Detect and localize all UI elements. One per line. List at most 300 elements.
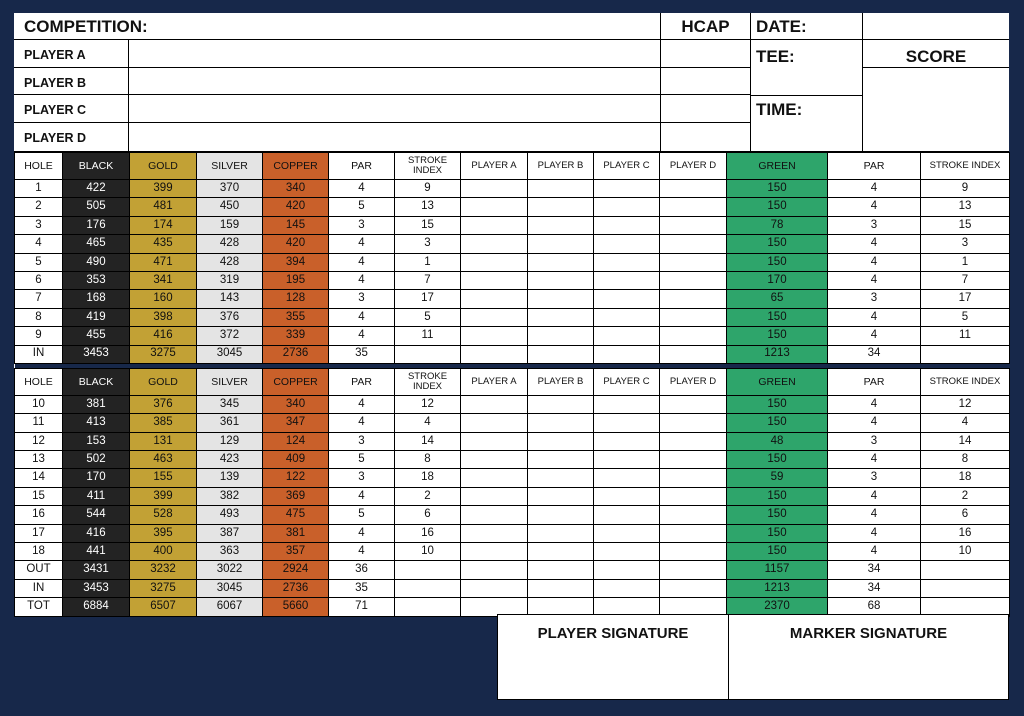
silver-cell: 450	[197, 198, 263, 216]
player-a-cell[interactable]	[461, 414, 528, 432]
green-stroke-index-cell: 18	[921, 469, 1010, 487]
green-stroke-index-cell	[921, 561, 1010, 579]
par-cell: 3	[329, 290, 395, 308]
player-b-cell[interactable]	[528, 487, 594, 505]
green-par-cell: 4	[828, 180, 921, 198]
player-b-cell[interactable]	[528, 524, 594, 542]
green-cell: 59	[727, 469, 828, 487]
stroke-index-cell: 1	[395, 253, 461, 271]
copper-cell: 128	[263, 290, 329, 308]
gold-cell: 385	[130, 414, 197, 432]
gold-cell: 435	[130, 235, 197, 253]
table-row	[15, 395, 1010, 413]
gold-cell: 398	[130, 308, 197, 326]
par-cell: 4	[329, 180, 395, 198]
stroke-index-cell: 2	[395, 487, 461, 505]
totals-row	[15, 579, 1010, 597]
hole-cell: TOT	[15, 598, 63, 616]
gold-cell: 399	[130, 487, 197, 505]
green-stroke-index-cell: 1	[921, 253, 1010, 271]
header-green-par: PAR	[828, 368, 921, 395]
table-row	[15, 216, 1010, 234]
black-cell: 3453	[63, 579, 130, 597]
copper-cell: 340	[263, 180, 329, 198]
player-c-cell[interactable]	[594, 345, 660, 363]
stroke-index-cell: 6	[395, 506, 461, 524]
marker-signature-box[interactable]	[728, 614, 1009, 700]
competition-label: COMPETITION:	[24, 17, 148, 36]
player-b-cell[interactable]	[528, 543, 594, 561]
player-d-cell[interactable]	[660, 180, 727, 198]
player-d-cell[interactable]	[660, 561, 727, 579]
marker-signature-label: MARKER SIGNATURE	[789, 625, 948, 642]
header-player-a: PLAYER A	[461, 153, 528, 180]
black-cell: 419	[63, 308, 130, 326]
black-cell: 381	[63, 395, 130, 413]
tee-label: TEE:	[756, 47, 795, 66]
copper-cell: 475	[263, 506, 329, 524]
table-row	[15, 327, 1010, 345]
green-cell: 150	[727, 395, 828, 413]
stroke-index-cell: 16	[395, 524, 461, 542]
column-header-row	[15, 368, 1010, 395]
par-cell: 4	[329, 235, 395, 253]
black-cell: 3431	[63, 561, 130, 579]
player-a-cell[interactable]	[461, 543, 528, 561]
score-label: SCORE	[905, 47, 967, 66]
black-cell: 490	[63, 253, 130, 271]
stroke-index-cell: 8	[395, 451, 461, 469]
player-b-cell[interactable]	[528, 327, 594, 345]
green-cell: 1213	[727, 345, 828, 363]
hole-cell: 10	[15, 395, 63, 413]
hole-cell: 1	[15, 180, 63, 198]
player-d-cell[interactable]	[660, 487, 727, 505]
par-cell: 5	[329, 198, 395, 216]
header-copper: COPPER	[263, 368, 329, 395]
green-cell: 1157	[727, 561, 828, 579]
green-cell: 150	[727, 524, 828, 542]
header-stroke-index: STROKE INDEX	[395, 368, 461, 395]
header-silver: SILVER	[197, 153, 263, 180]
player-a-cell[interactable]	[461, 327, 528, 345]
par-cell: 4	[329, 253, 395, 271]
stroke-index-cell	[395, 561, 461, 579]
green-cell: 150	[727, 180, 828, 198]
green-par-cell: 4	[828, 414, 921, 432]
green-par-cell: 68	[828, 598, 921, 616]
stroke-index-cell: 12	[395, 395, 461, 413]
gold-cell: 3232	[130, 561, 197, 579]
green-par-cell: 4	[828, 308, 921, 326]
stroke-index-cell	[395, 598, 461, 616]
player-a-cell[interactable]	[461, 395, 528, 413]
player-a-cell[interactable]	[461, 235, 528, 253]
silver-cell: 6067	[197, 598, 263, 616]
table-row	[15, 524, 1010, 542]
player-b-cell[interactable]	[528, 561, 594, 579]
stroke-index-cell: 14	[395, 432, 461, 450]
gold-cell: 395	[130, 524, 197, 542]
green-stroke-index-cell: 11	[921, 327, 1010, 345]
stroke-index-cell: 5	[395, 308, 461, 326]
player-a-cell[interactable]	[461, 345, 528, 363]
black-cell: 3453	[63, 345, 130, 363]
player-d-cell[interactable]	[660, 327, 727, 345]
player-a-cell[interactable]	[461, 216, 528, 234]
copper-cell: 340	[263, 395, 329, 413]
player-a-label: PLAYER A	[24, 48, 86, 62]
green-par-cell: 4	[828, 543, 921, 561]
silver-cell: 319	[197, 271, 263, 289]
hole-cell: 14	[15, 469, 63, 487]
table-row	[15, 253, 1010, 271]
player-b-cell[interactable]	[528, 414, 594, 432]
player-d-cell[interactable]	[660, 271, 727, 289]
player-a-cell[interactable]	[461, 271, 528, 289]
stroke-index-cell: 7	[395, 271, 461, 289]
player-b-cell[interactable]	[528, 345, 594, 363]
date-label: DATE:	[756, 17, 807, 36]
green-stroke-index-cell: 15	[921, 216, 1010, 234]
stroke-index-cell	[395, 579, 461, 597]
player-a-cell[interactable]	[461, 561, 528, 579]
player-c-cell[interactable]	[594, 235, 660, 253]
green-cell: 1213	[727, 579, 828, 597]
green-stroke-index-cell: 12	[921, 395, 1010, 413]
copper-cell: 2924	[263, 561, 329, 579]
green-cell: 150	[727, 451, 828, 469]
header-player-c: PLAYER C	[594, 153, 660, 180]
header-silver: SILVER	[197, 368, 263, 395]
table-row	[15, 414, 1010, 432]
player-c-cell[interactable]	[594, 524, 660, 542]
copper-cell: 357	[263, 543, 329, 561]
green-cell: 150	[727, 235, 828, 253]
green-par-cell: 3	[828, 290, 921, 308]
player-a-cell[interactable]	[461, 432, 528, 450]
player-c-cell[interactable]	[594, 543, 660, 561]
header-hole: HOLE	[15, 368, 63, 395]
hole-cell: 6	[15, 271, 63, 289]
player-d-cell[interactable]	[660, 290, 727, 308]
copper-cell: 369	[263, 487, 329, 505]
player-d-cell[interactable]	[660, 235, 727, 253]
par-cell: 4	[329, 487, 395, 505]
player-a-cell[interactable]	[461, 469, 528, 487]
stroke-index-cell: 3	[395, 235, 461, 253]
player-signature-label: PLAYER SIGNATURE	[537, 625, 689, 642]
hole-cell: 2	[15, 198, 63, 216]
silver-cell: 370	[197, 180, 263, 198]
stroke-index-cell: 15	[395, 216, 461, 234]
hole-cell: 16	[15, 506, 63, 524]
player-d-cell[interactable]	[660, 506, 727, 524]
time-label: TIME:	[756, 100, 803, 119]
player-b-cell[interactable]	[528, 469, 594, 487]
black-cell: 176	[63, 216, 130, 234]
stroke-index-cell: 18	[395, 469, 461, 487]
player-d-cell[interactable]	[660, 543, 727, 561]
green-stroke-index-cell: 17	[921, 290, 1010, 308]
header-player-b: PLAYER B	[528, 153, 594, 180]
player-c-cell[interactable]	[594, 216, 660, 234]
green-cell: 150	[727, 198, 828, 216]
green-stroke-index-cell	[921, 345, 1010, 363]
totals-row	[15, 345, 1010, 363]
player-b-cell[interactable]	[528, 271, 594, 289]
table-row	[15, 235, 1010, 253]
player-d-cell[interactable]	[660, 395, 727, 413]
copper-cell: 122	[263, 469, 329, 487]
player-d-cell[interactable]	[660, 524, 727, 542]
player-c-cell[interactable]	[594, 579, 660, 597]
silver-cell: 387	[197, 524, 263, 542]
player-c-cell[interactable]	[594, 451, 660, 469]
player-a-cell[interactable]	[461, 253, 528, 271]
black-cell: 455	[63, 327, 130, 345]
stroke-index-cell	[395, 345, 461, 363]
green-cell: 150	[727, 414, 828, 432]
green-par-cell: 34	[828, 561, 921, 579]
par-cell: 3	[329, 469, 395, 487]
stroke-index-cell: 17	[395, 290, 461, 308]
black-cell: 153	[63, 432, 130, 450]
green-par-cell: 4	[828, 487, 921, 505]
header-green: GREEN	[727, 368, 828, 395]
player-b-cell[interactable]	[528, 216, 594, 234]
scorecard	[14, 13, 1009, 617]
player-d-cell[interactable]	[660, 345, 727, 363]
player-b-cell[interactable]	[528, 451, 594, 469]
player-b-cell[interactable]	[528, 308, 594, 326]
hole-cell: 4	[15, 235, 63, 253]
table-row	[15, 543, 1010, 561]
player-b-cell[interactable]	[528, 506, 594, 524]
player-c-cell[interactable]	[594, 308, 660, 326]
player-b-cell[interactable]	[528, 253, 594, 271]
player-b-cell[interactable]	[528, 198, 594, 216]
green-par-cell: 4	[828, 271, 921, 289]
hole-cell: IN	[15, 579, 63, 597]
player-b-cell[interactable]	[528, 432, 594, 450]
gold-cell: 416	[130, 327, 197, 345]
green-par-cell: 34	[828, 579, 921, 597]
header-hole: HOLE	[15, 153, 63, 180]
green-par-cell: 3	[828, 432, 921, 450]
player-c-cell[interactable]	[594, 290, 660, 308]
gold-cell: 160	[130, 290, 197, 308]
copper-cell: 420	[263, 235, 329, 253]
player-c-label: PLAYER C	[24, 103, 87, 117]
player-a-cell[interactable]	[461, 524, 528, 542]
table-row	[15, 308, 1010, 326]
player-a-cell[interactable]	[461, 579, 528, 597]
green-stroke-index-cell: 4	[921, 414, 1010, 432]
hole-cell: 13	[15, 451, 63, 469]
header-stroke-index: STROKE INDEX	[395, 153, 461, 180]
player-d-cell[interactable]	[660, 216, 727, 234]
copper-cell: 2736	[263, 579, 329, 597]
player-c-cell[interactable]	[594, 180, 660, 198]
silver-cell: 428	[197, 253, 263, 271]
green-stroke-index-cell: 3	[921, 235, 1010, 253]
hole-cell: 15	[15, 487, 63, 505]
par-cell: 5	[329, 451, 395, 469]
gold-cell: 155	[130, 469, 197, 487]
par-cell: 35	[329, 345, 395, 363]
black-cell: 505	[63, 198, 130, 216]
par-cell: 4	[329, 543, 395, 561]
par-cell: 3	[329, 216, 395, 234]
player-d-cell[interactable]	[660, 253, 727, 271]
gold-cell: 6507	[130, 598, 197, 616]
player-c-cell[interactable]	[594, 198, 660, 216]
hcap-label: HCAP	[681, 17, 730, 36]
player-b-cell[interactable]	[528, 235, 594, 253]
player-c-cell[interactable]	[594, 506, 660, 524]
green-stroke-index-cell	[921, 579, 1010, 597]
green-par-cell: 3	[828, 469, 921, 487]
table-row	[15, 271, 1010, 289]
scorecard-table	[14, 152, 1010, 617]
player-a-cell[interactable]	[461, 198, 528, 216]
black-cell: 413	[63, 414, 130, 432]
player-b-cell[interactable]	[528, 180, 594, 198]
green-cell: 65	[727, 290, 828, 308]
copper-cell: 420	[263, 198, 329, 216]
black-cell: 544	[63, 506, 130, 524]
copper-cell: 124	[263, 432, 329, 450]
green-par-cell: 4	[828, 395, 921, 413]
player-c-cell[interactable]	[594, 414, 660, 432]
gold-cell: 341	[130, 271, 197, 289]
silver-cell: 139	[197, 469, 263, 487]
copper-cell: 347	[263, 414, 329, 432]
green-cell: 78	[727, 216, 828, 234]
green-par-cell: 3	[828, 216, 921, 234]
green-par-cell: 4	[828, 506, 921, 524]
player-d-cell[interactable]	[660, 451, 727, 469]
player-d-cell[interactable]	[660, 432, 727, 450]
green-cell: 170	[727, 271, 828, 289]
green-cell: 150	[727, 253, 828, 271]
green-cell: 150	[727, 327, 828, 345]
player-a-cell[interactable]	[461, 180, 528, 198]
player-c-cell[interactable]	[594, 561, 660, 579]
green-cell: 48	[727, 432, 828, 450]
par-cell: 5	[329, 506, 395, 524]
green-stroke-index-cell: 8	[921, 451, 1010, 469]
par-cell: 4	[329, 395, 395, 413]
gold-cell: 463	[130, 451, 197, 469]
player-c-cell[interactable]	[594, 271, 660, 289]
black-cell: 168	[63, 290, 130, 308]
green-cell: 150	[727, 487, 828, 505]
player-a-cell[interactable]	[461, 308, 528, 326]
player-a-cell[interactable]	[461, 451, 528, 469]
green-stroke-index-cell: 9	[921, 180, 1010, 198]
player-b-cell[interactable]	[528, 579, 594, 597]
table-row	[15, 451, 1010, 469]
silver-cell: 361	[197, 414, 263, 432]
stroke-index-cell: 10	[395, 543, 461, 561]
green-par-cell: 4	[828, 524, 921, 542]
player-c-cell[interactable]	[594, 253, 660, 271]
copper-cell: 355	[263, 308, 329, 326]
header-player-d: PLAYER D	[660, 153, 727, 180]
player-c-cell[interactable]	[594, 432, 660, 450]
player-c-cell[interactable]	[594, 487, 660, 505]
player-d-cell[interactable]	[660, 308, 727, 326]
green-par-cell: 4	[828, 327, 921, 345]
green-stroke-index-cell: 2	[921, 487, 1010, 505]
player-d-cell[interactable]	[660, 198, 727, 216]
header-par: PAR	[329, 153, 395, 180]
silver-cell: 159	[197, 216, 263, 234]
black-cell: 502	[63, 451, 130, 469]
table-row	[15, 198, 1010, 216]
green-par-cell: 4	[828, 198, 921, 216]
player-a-cell[interactable]	[461, 506, 528, 524]
player-d-cell[interactable]	[660, 469, 727, 487]
player-d-cell[interactable]	[660, 414, 727, 432]
player-d-cell[interactable]	[660, 579, 727, 597]
par-cell: 4	[329, 327, 395, 345]
green-cell: 2370	[727, 598, 828, 616]
player-b-cell[interactable]	[528, 395, 594, 413]
gold-cell: 399	[130, 180, 197, 198]
green-par-cell: 4	[828, 451, 921, 469]
gold-cell: 376	[130, 395, 197, 413]
player-c-cell[interactable]	[594, 327, 660, 345]
green-stroke-index-cell: 7	[921, 271, 1010, 289]
green-stroke-index-cell: 13	[921, 198, 1010, 216]
table-row	[15, 180, 1010, 198]
header-player-c: PLAYER C	[594, 368, 660, 395]
player-signature-box[interactable]	[497, 614, 729, 700]
player-b-cell[interactable]	[528, 290, 594, 308]
silver-cell: 372	[197, 327, 263, 345]
header-par: PAR	[329, 368, 395, 395]
totals-row	[15, 561, 1010, 579]
header-green: GREEN	[727, 153, 828, 180]
green-cell: 150	[727, 506, 828, 524]
player-a-cell[interactable]	[461, 487, 528, 505]
gold-cell: 481	[130, 198, 197, 216]
black-cell: 416	[63, 524, 130, 542]
silver-cell: 428	[197, 235, 263, 253]
hole-cell: 3	[15, 216, 63, 234]
hole-cell: 8	[15, 308, 63, 326]
player-b-label: PLAYER B	[24, 76, 87, 90]
green-stroke-index-cell: 14	[921, 432, 1010, 450]
stroke-index-cell: 11	[395, 327, 461, 345]
player-d-label: PLAYER D	[24, 131, 87, 145]
header-black: BLACK	[63, 368, 130, 395]
copper-cell: 339	[263, 327, 329, 345]
player-c-cell[interactable]	[594, 395, 660, 413]
stroke-index-cell: 13	[395, 198, 461, 216]
table-row	[15, 432, 1010, 450]
copper-cell: 394	[263, 253, 329, 271]
player-c-cell[interactable]	[594, 469, 660, 487]
silver-cell: 423	[197, 451, 263, 469]
silver-cell: 3045	[197, 579, 263, 597]
player-a-cell[interactable]	[461, 290, 528, 308]
black-cell: 6884	[63, 598, 130, 616]
par-cell: 4	[329, 308, 395, 326]
